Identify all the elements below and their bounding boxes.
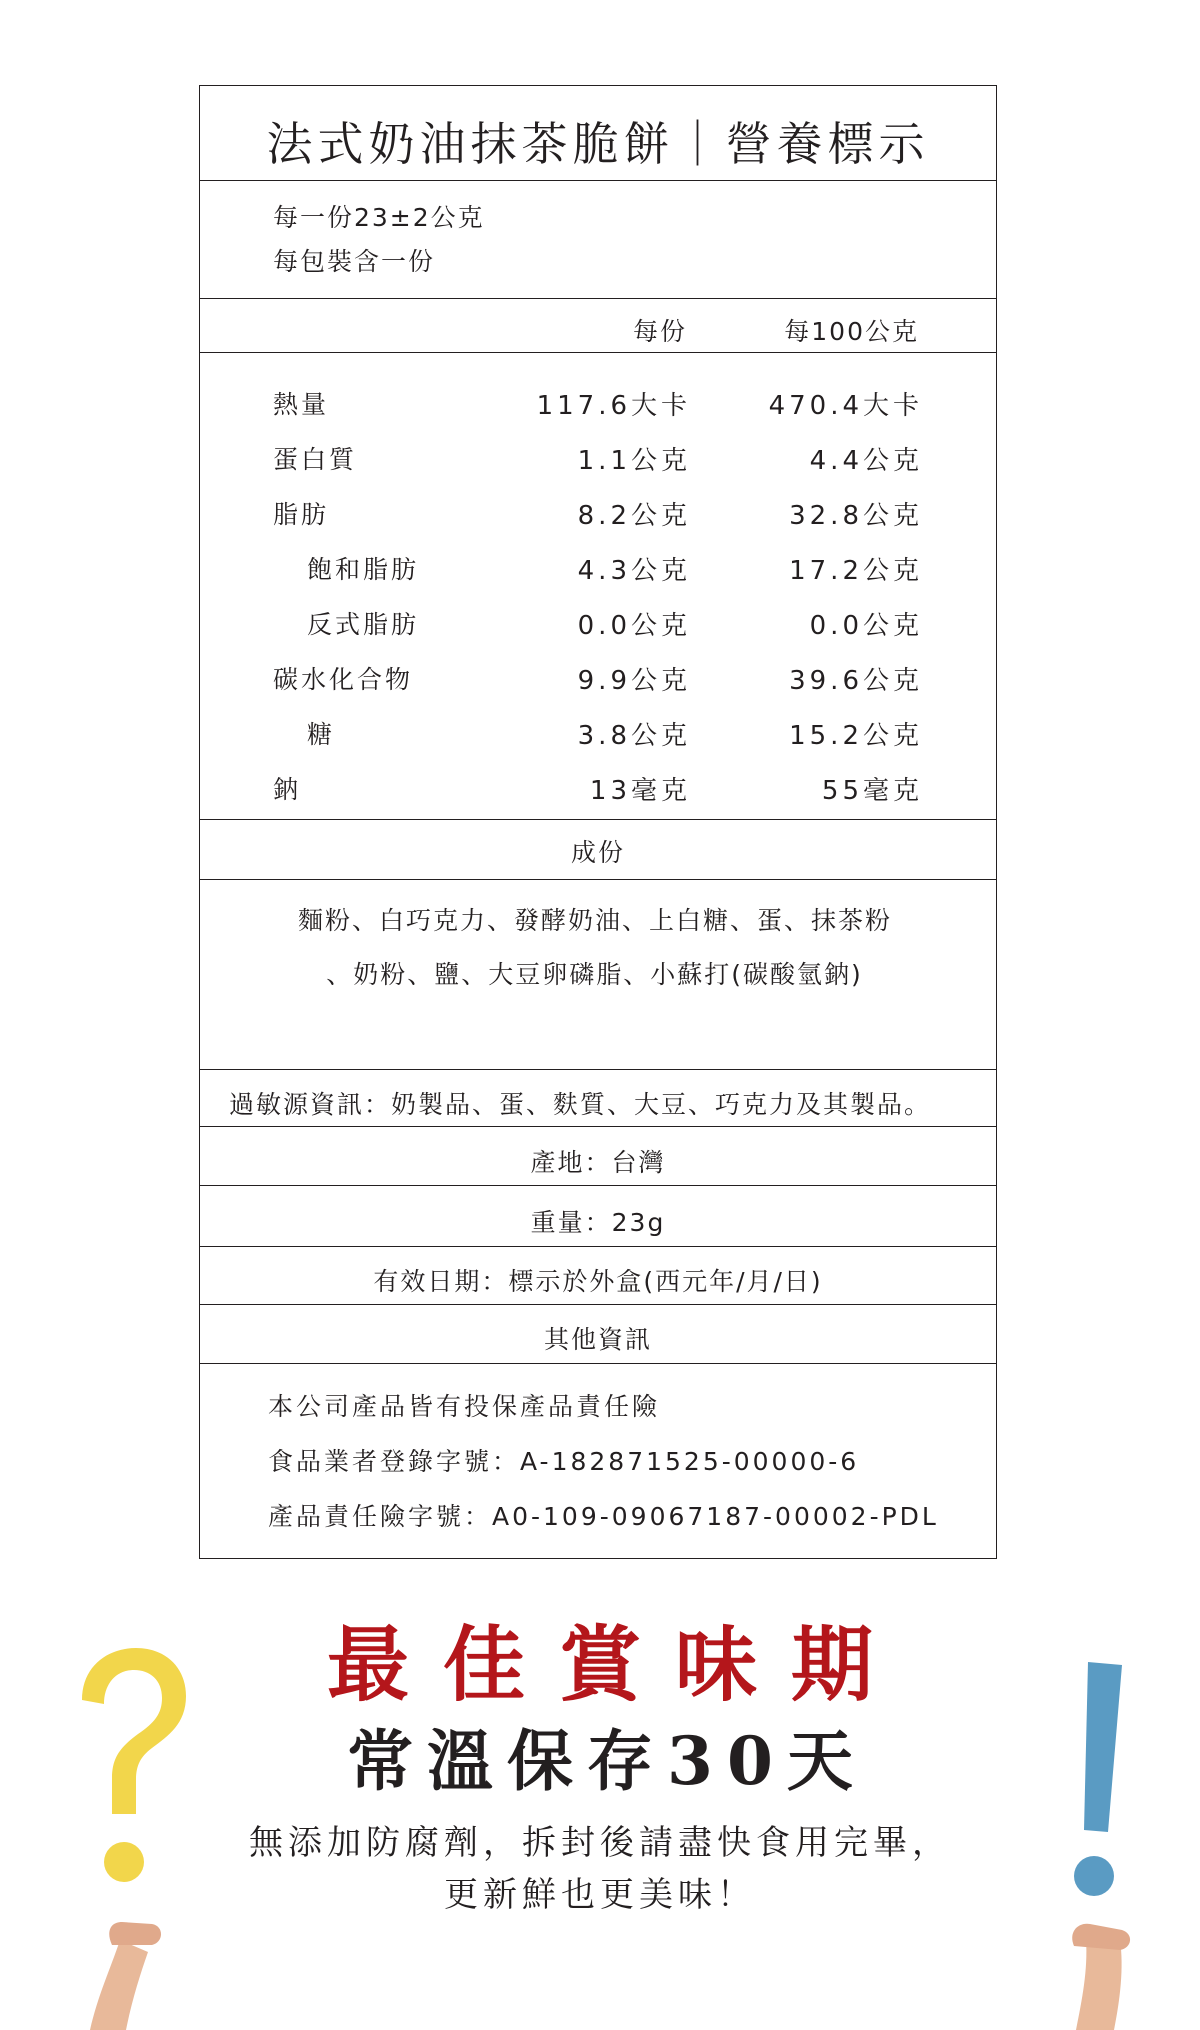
best-before-headline: 最佳賞味期 <box>326 1617 907 1713</box>
divider <box>200 879 996 880</box>
promo-line-1: 無添加防腐劑，拆封後請盡快食用完畢， <box>249 1823 951 1863</box>
nutrient-value-per-100g: 15.2公克 <box>789 721 923 751</box>
divider <box>200 298 996 299</box>
nutrient-name: 脂肪 <box>273 500 330 529</box>
nutrient-value-per-serving: 8.2公克 <box>577 501 691 531</box>
promo-line-2: 更新鮮也更美味！ <box>444 1875 756 1915</box>
divider <box>200 1363 996 1364</box>
divider <box>200 1246 996 1247</box>
expiry-date: 有效日期：標示於外盒(西元年/月/日) <box>373 1267 823 1296</box>
nutrition-label <box>199 85 997 1559</box>
nutrient-name: 糖 <box>307 720 336 749</box>
label-title: 法式奶油抹茶脆餅｜營養標示 <box>266 117 930 171</box>
nutrient-value-per-100g: 470.4大卡 <box>768 391 923 421</box>
nutrient-value-per-serving: 1.1公克 <box>577 446 691 476</box>
other-info-heading: 其他資訊 <box>543 1325 652 1354</box>
serving-size: 每一份23±2公克 <box>273 203 485 232</box>
nutrient-name: 飽和脂肪 <box>307 555 420 584</box>
nutrient-value-per-serving: 13毫克 <box>589 776 691 806</box>
nutrient-value-per-serving: 3.8公克 <box>577 721 691 751</box>
insurance-number: 產品責任險字號：A0-109-09067187-00002-PDL <box>268 1502 939 1531</box>
weight: 重量：23g <box>530 1208 666 1237</box>
nutrient-value-per-100g: 32.8公克 <box>789 501 923 531</box>
nutrient-value-per-100g: 0.0公克 <box>809 611 923 641</box>
divider <box>200 819 996 820</box>
nutrient-value-per-100g: 55毫克 <box>821 776 923 806</box>
insurance-note: 本公司產品皆有投保產品責任險 <box>268 1392 661 1421</box>
nutrient-value-per-100g: 4.4公克 <box>809 446 923 476</box>
divider <box>200 1304 996 1305</box>
registration-number: 食品業者登錄字號：A-182871525-00000-6 <box>268 1447 860 1476</box>
ingredients-line-1: 麵粉、白巧克力、發酵奶油、上白糖、蛋、抹茶粉 <box>297 906 892 935</box>
promo-section <box>0 1560 1200 2026</box>
ingredients-line-2: 、奶粉、鹽、大豆卵磷脂、小蘇打(碳酸氫鈉) <box>326 960 863 989</box>
nutrient-name: 反式脂肪 <box>307 610 420 639</box>
col-header-per-serving: 每份 <box>632 317 687 346</box>
divider <box>200 1069 996 1070</box>
divider <box>200 1126 996 1127</box>
nutrient-value-per-100g: 39.6公克 <box>789 666 923 696</box>
divider <box>200 180 996 181</box>
nutrient-name: 鈉 <box>273 775 302 804</box>
nutrient-value-per-serving: 9.9公克 <box>577 666 691 696</box>
ingredients-heading: 成份 <box>570 838 625 867</box>
nutrient-value-per-serving: 117.6大卡 <box>536 391 691 421</box>
nutrient-value-per-100g: 17.2公克 <box>789 556 923 586</box>
nutrient-value-per-serving: 0.0公克 <box>577 611 691 641</box>
nutrient-value-per-serving: 4.3公克 <box>577 556 691 586</box>
nutrient-name: 蛋白質 <box>273 445 358 474</box>
origin: 產地：台灣 <box>530 1148 666 1177</box>
col-header-per-100g: 每100公克 <box>784 317 919 346</box>
divider <box>200 352 996 353</box>
allergen-info: 過敏源資訊：奶製品、蛋、麩質、大豆、巧克力及其製品。 <box>229 1090 932 1119</box>
storage-duration: 常溫保存30天 <box>347 1722 867 1800</box>
divider <box>200 1185 996 1186</box>
nutrient-name: 熱量 <box>273 390 330 419</box>
nutrient-name: 碳水化合物 <box>273 665 414 694</box>
servings-per-package: 每包裝含一份 <box>273 247 436 276</box>
